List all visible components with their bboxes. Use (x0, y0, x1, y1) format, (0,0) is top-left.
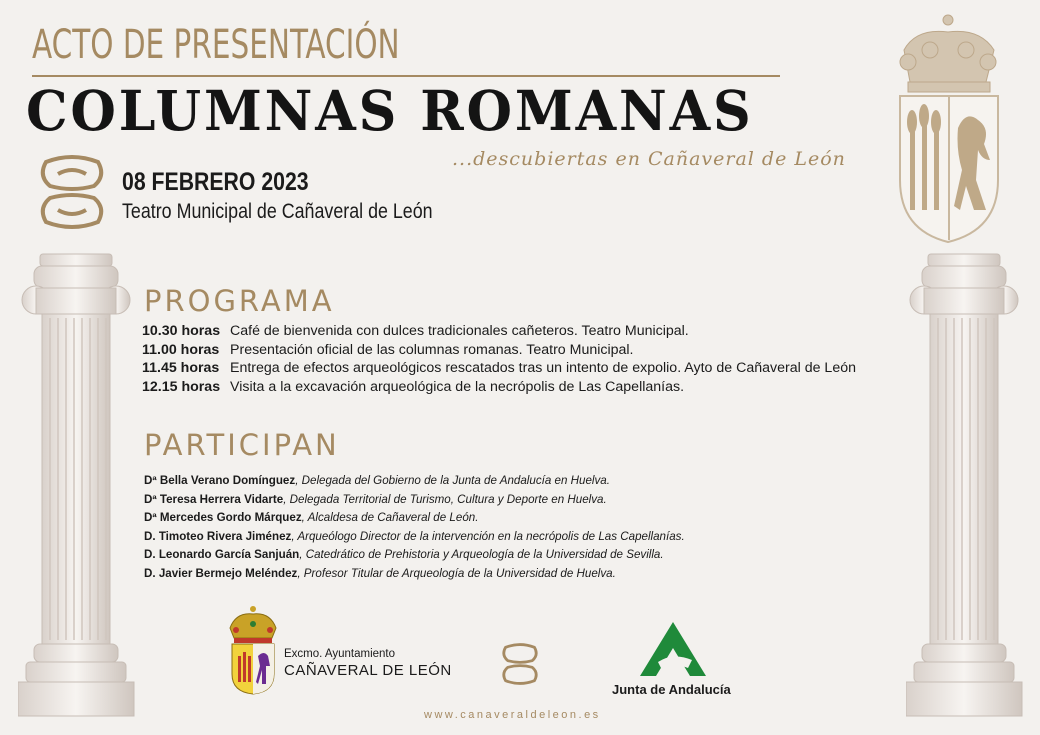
ayuntamiento-name: CAÑAVERAL DE LEÓN (284, 662, 452, 679)
main-title: COLUMNAS ROMANAS (26, 78, 754, 143)
participant-role: , Delegada del Gobierno de la Junta de Andalucía en Huelva. (295, 474, 610, 487)
participant-item (144, 565, 685, 584)
knot-ornament-small-icon (500, 640, 540, 688)
programa-time: 11.45 horas (142, 360, 220, 376)
pre-title: ACTO DE PRESENTACIÓN (32, 22, 400, 68)
programa-list (142, 322, 856, 396)
programa-text: Café de bienvenida con dulces tradicionales cañeteros. Teatro Municipal. (230, 323, 689, 339)
roman-column-right-icon (906, 252, 1024, 722)
participant-role: , Alcaldesa de Cañaveral de León. (301, 511, 479, 525)
programa-time: 10.30 horas (142, 323, 221, 339)
participan-heading: PARTICIPAN (144, 428, 340, 462)
tagline: ...descubiertas en Cañaveral de León (452, 148, 846, 170)
coat-of-arms-icon (226, 604, 280, 696)
programa-item (142, 322, 856, 341)
programa-text: Presentación oficial de las columnas romanas. Teatro Municipal. (230, 341, 634, 358)
ayuntamiento-label: Excmo. Ayuntamiento (284, 648, 396, 660)
participant-name: D. Leonardo García Sanjuán (144, 548, 300, 562)
participant-role: , Delegada Territorial de Turismo, Cultura y Deporte en Huelva. (283, 492, 607, 506)
participant-item (144, 546, 685, 565)
roman-column-left-icon (18, 252, 136, 722)
participant-name: Dª Mercedes Gordo Márquez (144, 511, 302, 525)
participant-item (144, 528, 685, 547)
participant-name: D. Javier Bermejo Meléndez (144, 566, 298, 580)
participant-item (144, 491, 685, 510)
participant-role: , Profesor Titular de Arqueología de la Universidad de Huelva. (297, 566, 616, 580)
programa-time: 12.15 horas (142, 378, 221, 395)
website-link[interactable]: www.canaveraldeleon.es (424, 709, 601, 721)
junta-logo-icon (638, 620, 708, 678)
junta-label: Junta de Andalucía (612, 682, 731, 697)
header-divider (32, 75, 780, 77)
programa-text: Visita a la excavación arqueológica de la necrópolis de Las Capellanías. (230, 378, 685, 395)
programa-item (142, 359, 856, 378)
programa-item (142, 341, 856, 360)
participant-item (144, 509, 685, 528)
programa-item (142, 378, 856, 397)
event-venue: Teatro Municipal de Cañaveral de León (122, 200, 433, 223)
participan-list (144, 472, 685, 584)
participant-role: , Arqueólogo Director de la intervención en la necrópolis de Las Capellanías. (291, 529, 685, 543)
participant-item (144, 472, 685, 491)
participant-name: Dª Teresa Herrera Vidarte (144, 492, 284, 506)
participant-name: D. Timoteo Rivera Jiménez (144, 529, 292, 543)
programa-time: 11.00 horas (142, 341, 220, 358)
knot-ornament-icon (36, 152, 108, 232)
programa-heading: PROGRAMA (144, 284, 335, 318)
programa-text: Entrega de efectos arqueológicos rescatados tras un intento de expolio. Ayto de Cañaveral de León (230, 360, 856, 376)
coat-of-arms-watermark-icon (886, 10, 1026, 246)
participant-name: Dª Bella Verano Domínguez (144, 474, 296, 487)
event-date: 08 FEBRERO 2023 (122, 168, 309, 196)
participant-role: , Catedrático de Prehistoria y Arqueología de la Universidad de Sevilla. (299, 548, 664, 562)
